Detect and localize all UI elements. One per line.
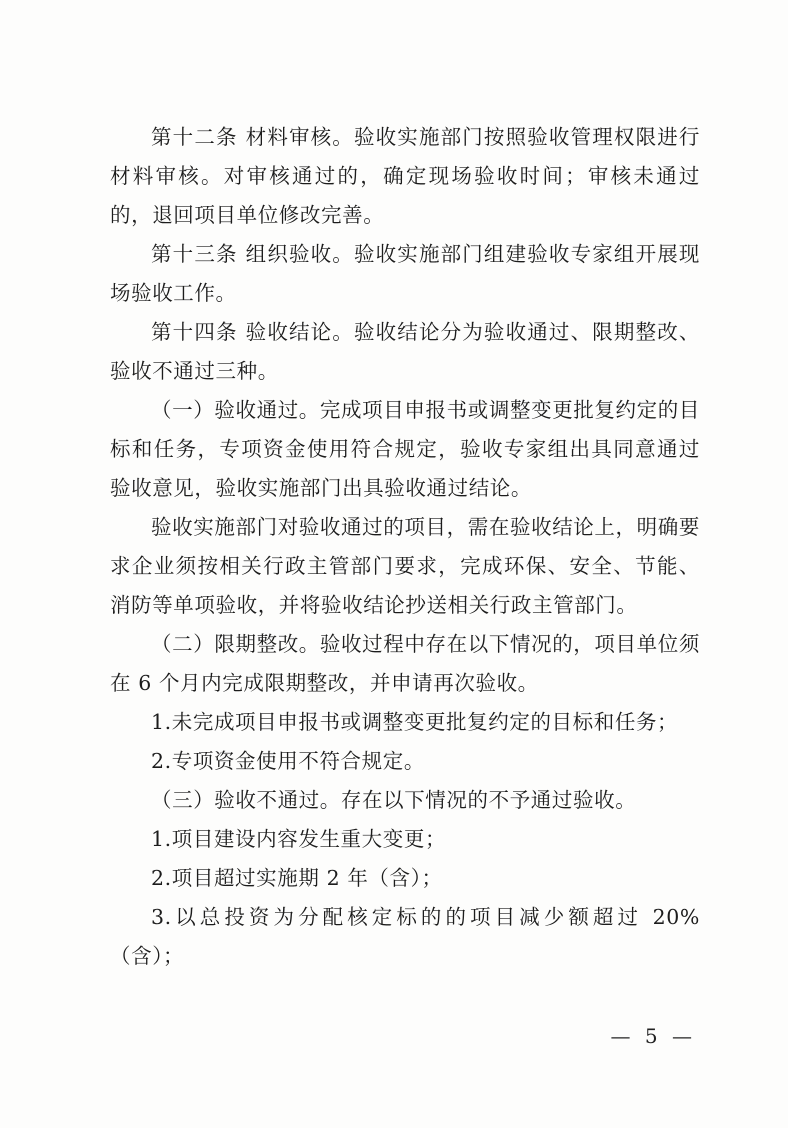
fail-item-1: 1.项目建设内容发生重大变更； xyxy=(151,827,447,851)
section-rectify-paragraph: （二）限期整改。验收过程中存在以下情况的，项目单位须在 6 个月内完成限期整改，并申请再次验收。 xyxy=(110,632,700,695)
article-12-paragraph xyxy=(110,118,700,235)
rectify-item-1: 1.未完成项目申报书或调整变更批复约定的目标和任务； xyxy=(151,710,679,734)
article-13-heading: 第十三条 xyxy=(151,242,238,266)
fail-item-2: 2.项目超过实施期 2 年（含）； xyxy=(151,866,443,890)
pass-requirements-paragraph: 验收实施部门对验收通过的项目，需在验收结论上，明确要求企业须按相关行政主管部门要求，完成环保、安全、节能、消防等单项验收，并将验收结论抄送相关行政主管部门。 xyxy=(110,515,700,617)
article-13-paragraph xyxy=(110,235,700,313)
article-13-text: 组织验收。验收实施部门组建验收专家组开展现场验收工作。 xyxy=(110,242,700,305)
article-14-text: 验收结论。验收结论分为验收通过、限期整改、验收不通过三种。 xyxy=(110,320,700,383)
fail-item-3: 3.以总投资为分配核定标的的项目减少额超过 20%（含）； xyxy=(110,905,700,968)
page-number: — 5 — xyxy=(610,1024,696,1048)
article-12-text: 材料审核。验收实施部门按照验收管理权限进行材料审核。对审核通过的，确定现场验收时间；审核未通过的，退回项目单位修改完善。 xyxy=(110,125,700,227)
document-body xyxy=(110,118,700,976)
rectify-item-2: 2.专项资金使用不符合规定。 xyxy=(151,749,425,773)
article-14-paragraph xyxy=(110,313,700,391)
article-14-heading: 第十四条 xyxy=(151,320,238,344)
section-fail-paragraph: （三）验收不通过。存在以下情况的不予通过验收。 xyxy=(151,788,637,812)
section-pass-paragraph: （一）验收通过。完成项目申报书或调整变更批复约定的目标和任务，专项资金使用符合规定，验收专家组出具同意通过验收意见，验收实施部门出具验收通过结论。 xyxy=(110,398,700,500)
article-12-heading: 第十二条 xyxy=(151,125,238,149)
